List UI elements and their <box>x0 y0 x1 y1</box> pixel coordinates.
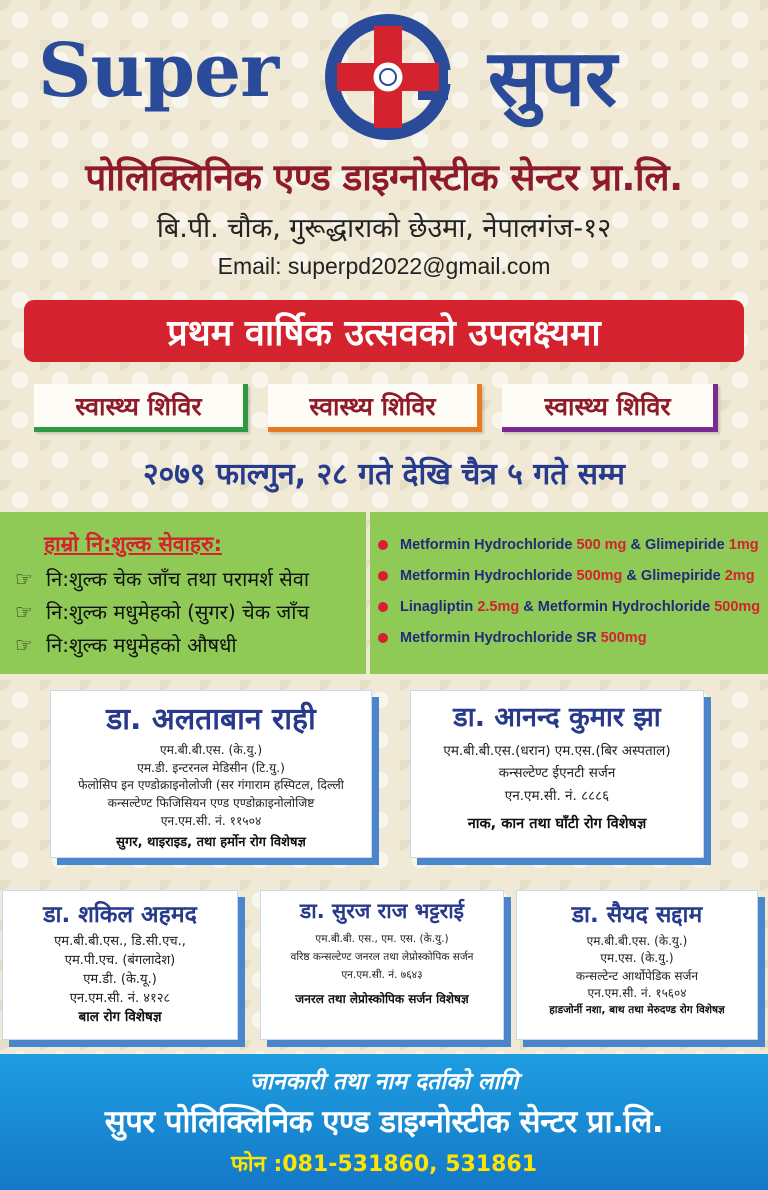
doctor-qualification: फेलोसिप इन एण्डोक्राइनोलोजी (सर गंगाराम हस्पिटल, दिल्ली <box>78 778 344 793</box>
medicine-dose: 500mg <box>576 568 623 584</box>
doctor-qualification: कन्सल्टेन्ट आर्थोपेडिक सर्जन <box>575 968 699 983</box>
doctor-qualification: एम.बी.बी.एस.(धरान) एम.एस.(बिर अस्पताल) <box>443 743 671 759</box>
doctor-specialty: नाक, कान तथा घाँटी रोग विशेषज्ञ <box>467 815 647 832</box>
medicine-dose: 1mg <box>728 537 759 553</box>
medicine-dose: 500 mg <box>576 537 627 553</box>
doctor-specialty: सुगर, थाइराइड, तथा हर्मोन रोग विशेषज्ञ <box>116 835 306 851</box>
doctor-qualification: एम.डी. इन्टरनल मेडिसीन (टि.यु.) <box>137 760 285 775</box>
medicine-name: Metformin Hydrochloride <box>400 568 573 584</box>
medicine-name: Metformin Hydrochloride <box>400 537 573 553</box>
doctor-nmc-number: एन.एम.सी. नं. ११५०४ <box>160 813 262 828</box>
health-camp-tag: स्वास्थ्य शिविर <box>268 384 482 432</box>
service-item-label: नि:शुल्क चेक जाँच तथा परामर्श सेवा <box>46 567 310 591</box>
medicine-dose: 500mg <box>714 599 761 615</box>
clinic-full-name: पोलिक्लिनिक एण्ड डाइग्नोस्टीक सेन्टर प्रा.लि. <box>85 156 683 199</box>
medicine-dose: 2mg <box>724 568 755 584</box>
footer-clinic-name: सुपर पोलिक्लिनिक एण्ड डाइग्नोस्टीक सेन्टर प्रा.लि. <box>104 1104 664 1140</box>
doctor-card <box>260 890 504 1040</box>
doctor-qualification: एम.बी.बी.एस. (के.यु.) <box>586 934 688 948</box>
free-services-title: हाम्रो नि:शुल्क सेवाहरु: <box>44 532 222 556</box>
doctor-name: डा. आनन्द कुमार झा <box>453 702 661 733</box>
medicine-item <box>378 537 759 553</box>
medicine-item <box>378 568 755 584</box>
health-camp-tag: स्वास्थ्य शिविर <box>34 384 248 432</box>
doctor-qualification: एम.पी.एच. (बंगलादेश) <box>64 952 176 968</box>
doctor-name: डा. सुरज राज भट्टराई <box>300 899 464 923</box>
doctor-specialty: बाल रोग विशेषज्ञ <box>78 1009 162 1026</box>
doctor-nmc-number: एन.एम.सी. नं. ८८८६ <box>504 787 610 804</box>
doctor-card <box>516 890 758 1040</box>
service-item-label: नि:शुल्क मधुमेहको (सुगर) चेक जाँच <box>46 600 310 624</box>
medicine-name: Linagliptin <box>400 599 474 615</box>
service-item <box>6 565 309 592</box>
doctor-qualification: कन्सल्टेण्ट फिजिसियन एण्ड एण्डोक्राइनोलोजिष्ट <box>107 796 315 811</box>
doctor-qualification: एम.बी.बी. एस., एम. एस. (के.यु.) <box>315 933 449 945</box>
doctor-card <box>50 690 372 858</box>
clinic-email: Email: superpd2022@gmail.com <box>217 253 551 279</box>
doctor-name: डा. सैयद सद्दाम <box>571 902 703 928</box>
footer-info-text: जानकारी तथा नाम दर्ताको लागि <box>249 1069 519 1095</box>
bullet-dot-icon <box>378 540 388 550</box>
medicine-name: & Glimepiride <box>630 537 725 553</box>
bullet-dot-icon <box>378 633 388 643</box>
footer-phone: फोन :081-531860, 531861 <box>230 1152 538 1177</box>
doctor-qualification: एम.डी. (के.यू.) <box>83 971 157 987</box>
doctor-card <box>2 890 238 1040</box>
doctor-nmc-number: एन.एम.सी. नं. १५६०४ <box>587 986 687 1001</box>
doctor-qualification: वरिष्ठ कन्सल्टेण्ट जनरल तथा लेप्रोस्कोपिक सर्जन <box>290 950 474 963</box>
clinic-address: बि.पी. चौक, गुरूद्धाराको छेउमा, नेपालगंज-१२ <box>156 213 612 244</box>
doctor-card <box>410 690 704 858</box>
doctor-specialty: जनरल तथा लेप्रोस्कोपिक सर्जन विशेषज्ञ <box>295 991 469 1006</box>
bullet-dot-icon <box>378 571 388 581</box>
doctor-qualification: कन्सल्टेण्ट ईएनटी सर्जन <box>498 765 616 782</box>
doctor-name: डा. शकिल अहमद <box>43 902 197 928</box>
camp-dates: २०७९ फाल्गुन, २८ गते देखि चैत्र ५ गते सम्म <box>143 457 625 492</box>
pointing-hand-icon: ☞ <box>15 566 33 591</box>
service-item-label: नि:शुल्क मधुमेहको औषधी <box>46 633 237 657</box>
medicine-item <box>378 599 760 615</box>
brand-name-nepali: सुपर <box>488 34 617 124</box>
doctor-name: डा. अलताबान राही <box>106 702 316 737</box>
medicine-dose: 500mg <box>600 630 647 646</box>
medicine-dose: 2.5mg <box>477 599 520 615</box>
bullet-dot-icon <box>378 602 388 612</box>
pointing-hand-icon: ☞ <box>15 632 33 657</box>
brand-name-english: Super <box>38 28 279 114</box>
doctor-qualification: एम.एस. (के.यु.) <box>600 951 674 966</box>
pointing-hand-icon: ☞ <box>15 599 33 624</box>
doctor-nmc-number: एन.एम.सी. नं. ७६४३ <box>341 968 423 981</box>
medicine-name: & Glimepiride <box>626 568 721 584</box>
medicine-name: Metformin Hydrochloride SR <box>400 630 597 646</box>
service-item <box>6 631 237 658</box>
doctor-specialty: हाडजोर्नी नशा, बाथ तथा मेरुदण्ड रोग विशेषज्ञ <box>549 1003 725 1016</box>
service-item <box>6 598 309 625</box>
health-camp-tag: स्वास्थ्य शिविर <box>502 384 718 432</box>
occasion-banner: प्रथम वार्षिक उत्सवको उपलक्ष्यमा <box>24 300 744 362</box>
medicine-name: & Metformin Hydrochloride <box>523 599 711 615</box>
doctor-qualification: एम.बी.बी.एस., डि.सी.एच., <box>54 934 186 949</box>
doctor-nmc-number: एन.एम.सी. नं. ४१२८ <box>69 990 171 1006</box>
clinic-logo-icon <box>318 12 458 142</box>
doctor-qualification: एम.बी.बी.एस. (के.यु.) <box>159 743 263 757</box>
medicine-item <box>378 630 647 646</box>
